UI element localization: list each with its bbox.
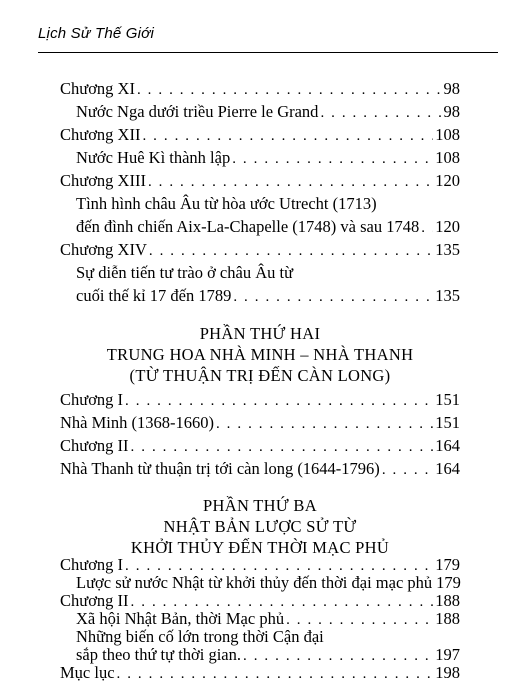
toc-entry-label: Chương XIII bbox=[60, 171, 146, 190]
dot-leader bbox=[382, 459, 433, 481]
toc-entry[interactable] bbox=[76, 610, 460, 628]
toc-entry-line bbox=[76, 628, 460, 646]
toc-entry-label: Nhà Thanh từ thuận trị tới càn long (1644-1796) bbox=[60, 459, 380, 478]
part-heading: PHẦN THỨ HAI bbox=[199, 324, 321, 343]
toc-entry[interactable] bbox=[60, 592, 460, 610]
dot-leader bbox=[421, 217, 433, 239]
running-header-title: Lịch Sử Thế Giới bbox=[38, 25, 154, 42]
toc-entry-label: sắp theo thứ tự thời gian. bbox=[76, 645, 242, 664]
part-heading: PHẦN THỨ BA bbox=[203, 496, 317, 515]
toc-entry[interactable] bbox=[60, 170, 460, 192]
dot-leader bbox=[320, 102, 441, 124]
toc-entry-label: Lược sử nước Nhật từ khởi thủy đến thời đại mạc phủ bbox=[76, 573, 433, 592]
toc-entry-label: Chương II bbox=[60, 436, 129, 455]
toc-page-number: 164 bbox=[435, 459, 460, 478]
dot-leader bbox=[216, 413, 433, 435]
toc-page-number: 151 bbox=[435, 390, 460, 409]
toc-page-number: 198 bbox=[435, 663, 460, 682]
toc-entry-line bbox=[76, 193, 460, 215]
dot-leader bbox=[137, 79, 442, 101]
dot-leader bbox=[233, 286, 433, 308]
toc-page-number: 135 bbox=[435, 286, 460, 305]
toc-page-number: 164 bbox=[435, 436, 460, 455]
toc-entry[interactable] bbox=[76, 216, 460, 238]
toc-entry-label: Nhà Minh (1368-1660) bbox=[60, 413, 214, 432]
toc-entry-label: Chương I bbox=[60, 555, 124, 574]
toc-page-number: 135 bbox=[435, 240, 460, 259]
dot-leader bbox=[149, 240, 433, 262]
toc-page-number: 151 bbox=[435, 413, 460, 432]
toc-entry[interactable] bbox=[76, 285, 460, 307]
toc-page-number: 188 bbox=[435, 609, 460, 628]
dot-leader bbox=[117, 665, 434, 683]
dot-leader bbox=[125, 390, 433, 412]
toc-entry[interactable] bbox=[76, 101, 460, 123]
part-subtitle: KHỞI THỦY ĐẾN THỜI MẠC PHỦ bbox=[130, 538, 390, 557]
toc-entry[interactable] bbox=[76, 147, 460, 169]
toc-entry-label: Nước Nga dưới triều Pierre le Grand bbox=[76, 102, 319, 121]
toc-entry-label: Những biến cố lớn trong thời Cận đại bbox=[76, 627, 324, 646]
toc-entry[interactable] bbox=[60, 124, 460, 146]
toc-page-number: 98 bbox=[443, 79, 460, 98]
toc-page-number: 98 bbox=[443, 102, 460, 121]
dot-leader bbox=[131, 436, 434, 458]
toc-entry-label: Tình hình châu Âu từ hòa ước Utrecht (1713) bbox=[76, 194, 377, 213]
toc-entry-line bbox=[76, 262, 460, 284]
toc-entry[interactable] bbox=[60, 458, 460, 480]
toc-entry[interactable] bbox=[76, 574, 460, 592]
toc-entry-label: Chương XI bbox=[60, 79, 135, 98]
toc-page-number: 108 bbox=[435, 148, 460, 167]
toc-entry-label: đến đình chiến Aix-La-Chapelle (1748) và sau 1748 bbox=[76, 217, 420, 236]
toc-entry[interactable] bbox=[60, 412, 460, 434]
toc-page-number: 179 bbox=[436, 573, 461, 592]
toc-page-number: 108 bbox=[435, 125, 460, 144]
toc-entry-label: Chương II bbox=[60, 591, 129, 610]
toc-page-number: 188 bbox=[435, 591, 460, 610]
part-title: TRUNG HOA NHÀ MINH – NHÀ THANH bbox=[106, 345, 414, 364]
toc-entry-label: cuối thế kỉ 17 đến 1789 bbox=[76, 286, 232, 305]
toc-page-number: 120 bbox=[435, 217, 460, 236]
toc-entry-label: Xã hội Nhật Bản, thời Mạc phủ bbox=[76, 609, 285, 628]
toc-entry-label: Chương XIV bbox=[60, 240, 147, 259]
dot-leader bbox=[142, 125, 433, 147]
dot-leader bbox=[243, 647, 433, 665]
running-header bbox=[38, 24, 498, 53]
toc-entry-label: Chương I bbox=[60, 390, 124, 409]
toc-entry[interactable] bbox=[60, 435, 460, 457]
toc-entry[interactable] bbox=[60, 78, 460, 100]
toc-entry-label: Mục lục bbox=[60, 663, 115, 682]
toc-entry[interactable] bbox=[60, 664, 460, 682]
toc-entry[interactable] bbox=[60, 389, 460, 411]
toc-entry-label: Chương XII bbox=[60, 125, 141, 144]
toc-entry-label: Nước Huê Kì thành lập bbox=[76, 148, 231, 167]
toc-entry[interactable] bbox=[60, 556, 460, 574]
toc-page-number: 179 bbox=[435, 555, 460, 574]
part-title: NHẬT BẢN LƯỢC SỬ TỪ bbox=[163, 517, 357, 536]
dot-leader bbox=[232, 148, 433, 170]
dot-leader bbox=[148, 171, 433, 193]
toc-entry-label: Sự diễn tiến tư trào ở châu Âu từ bbox=[76, 263, 294, 282]
part-subtitle: (TỪ THUẬN TRỊ ĐẾN CÀN LONG) bbox=[129, 366, 391, 385]
toc-page-number: 120 bbox=[435, 171, 460, 190]
toc-entry[interactable] bbox=[60, 239, 460, 261]
toc-entry[interactable] bbox=[76, 646, 460, 664]
toc-page-number: 197 bbox=[435, 645, 460, 664]
